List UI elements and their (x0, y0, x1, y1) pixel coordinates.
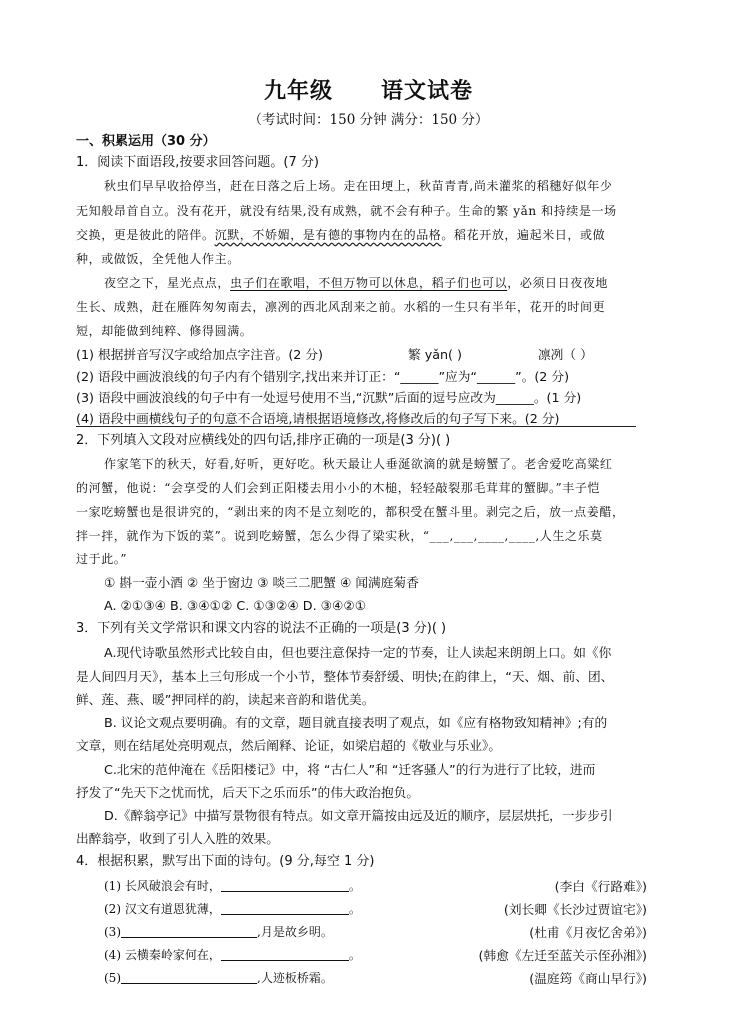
q3-option-a-cont: 鲜、莲、燕、暖”押同样的韵，读起来音韵和谐优美。 (76, 692, 375, 707)
q1-sub1 (76, 345, 666, 365)
section-heading: 一、积累运用（30 分） (76, 134, 216, 149)
poem-suffix: 。 (348, 948, 361, 962)
fill-blank[interactable] (221, 946, 349, 961)
underlined-sentence: 虫子们在歌唱，不但万物可以休息，稻子们也可以 (230, 276, 508, 290)
poem-suffix: 。 (348, 902, 361, 916)
grade-title: 九年级 (263, 79, 333, 104)
exam-title (0, 74, 737, 105)
pinyin-blank: 繁 yǎn( ) (408, 347, 462, 362)
q4-stem: 4．根据积累，默写出下面的诗句。(9 分,每空 1 分) (76, 854, 375, 869)
q1-para-line: 生长、成熟，赶在雁阵匆匆南去，凛冽的西北风刮来之前。水稻的一生只有半年，花开的时间更 (76, 300, 606, 314)
poem-source: (刘长卿《长沙过贾谊宅》) (503, 902, 647, 917)
fill-blank[interactable] (221, 877, 349, 892)
q1-text: ，必须日日夜夜地 (507, 276, 609, 290)
q1-para-line (104, 273, 694, 293)
q1-text: 交换，更是彼此的陪伴。 (76, 228, 215, 242)
poem-suffix: ,人迹板桥霜。 (257, 971, 333, 985)
poem-suffix: ,月是故乡明。 (257, 925, 333, 939)
q1-text: 夜空之下，星光点点， (104, 276, 231, 290)
poem-source: (韩愈《左迁至蓝关示侄孙湘》) (478, 948, 647, 963)
q3-option-b: B. 议论文观点要明确。有的文章，题目就直接表明了观点，如《应有格物致知精神》;有的 (104, 715, 608, 730)
q2-stem: 2．下列填入文段对应横线处的四句话,排序正确的一项是(3 分)( ) (76, 433, 451, 448)
q3-option-a: A.现代诗歌虽然形式比较自由，但也要注意保持一定的节奏，让人读起来朗朗上口。如《你 (104, 645, 612, 660)
q3-stem: 3．下列有关文学常识和课文内容的说法不正确的一项是(3 分)( ) (76, 621, 447, 636)
q3-option-d: D.《醉翁亭记》中描写景物很有特点。如文章开篇按由远及近的顺序，层层烘托，一步步引 (104, 808, 613, 823)
q3-option-c-cont: 抒发了“先天下之忧而忧，后天下之乐而乐”的伟大政治抱负。 (76, 785, 420, 800)
poem-line (104, 900, 361, 917)
q1-para-line: 无知般昂首自立。没有花开，就没有结果,没有成熟，就不会有种子。生命的繁 yǎn 和持续是一场 (76, 204, 617, 218)
q2-para-line: 作家笔下的秋天，好看,好听，更好吃。秋天最让人垂涎欲滴的就是螃蟹了。老舍爱吃高粱红 (104, 457, 613, 471)
q2-para-line: 拌一拌，就作为下饭的菜”。说到吃螃蟹，怎么少得了梁实秋，“___,___,____,____,人生之乐莫 (76, 529, 603, 543)
fill-blank[interactable] (121, 969, 257, 984)
q3-option-a-cont: 是人间四月天》，基本上三句形成一个小节，整体节奏舒缓、明快;在韵律上，“天、烟、前、团、 (76, 669, 614, 684)
q1-sub4: (4) 语段中画横线句子的句意不合语境,请根据语境修改,将修改后的句子写下来。(2 分) (76, 411, 560, 426)
q1-text: 。稻花开放，遍起米日，或做 (441, 228, 606, 242)
q1-para-line: 种，或做饭，全凭他人作主。 (76, 252, 240, 266)
q3-option-b-cont: 文章，则在结尾处亮明观点，然后阐释、论证，如梁启超的《敬业与乐业》。 (76, 738, 502, 753)
poem-source: (李白《行路难》) (554, 879, 647, 894)
exam-subtitle: （考试时间：150 分钟 满分：150 分） (248, 112, 489, 128)
poem-prefix: (4) 云横秦岭家何在， (104, 948, 221, 962)
poem-suffix: 。 (348, 879, 361, 893)
wavy-sentence: 沉默，不娇媚，是有德的事物内在的品格 (214, 228, 442, 242)
q2-para-line: 一家吃螃蟹也是很讲究的，“剥出来的肉不是立刻吃的，都积受在蟹斗里。剥完之后，放一点姜醋， (76, 505, 625, 519)
q2-options: A. ②①③④ B. ③④①② C. ①③②④ D. ③④②① (104, 598, 367, 613)
q1-stem: 1．阅读下面语段,按要求回答问题。(7 分) (76, 155, 319, 170)
q1-sub3: (3) 语段中画波浪线的句子中有一处逗号使用不当,“沉默”后面的逗号应改为______。(1 分) (76, 390, 582, 405)
poem-line (104, 946, 361, 963)
poem-prefix: (2) 汉文有道恩犹薄， (104, 902, 221, 916)
poem-source: (杜甫《月夜忆舍弟》) (529, 925, 647, 940)
poem-source: (温庭筠《商山早行》) (529, 971, 647, 986)
q2-para-line: 过于此。” (76, 552, 128, 566)
poem-prefix: (3) (104, 925, 121, 939)
phonetic-blank: 凛冽（ ） (538, 347, 593, 362)
poem-line (104, 969, 333, 986)
q1-para-line: 短，却能做到纯粹、修得圆满。 (76, 324, 253, 338)
q1-sub1-text: (1) 根据拼音写汉字或给加点字注音。(2 分) (76, 347, 324, 362)
subject-title: 语文试卷 (381, 79, 474, 104)
q2-para-line: 的河蟹，他说：“会享受的人们会到正阳楼去用小小的木槌，轻轻敲裂那毛茸茸的蟹脚。”丰子恺 (76, 481, 601, 495)
poem-prefix: (1) 长风破浪会有时， (104, 879, 221, 893)
q2-items: ① 斟一壶小酒 ② 坐于窗边 ③ 啖三二肥蟹 ④ 闻满庭菊香 (104, 575, 419, 590)
poem-line (104, 877, 361, 894)
fill-blank[interactable] (221, 900, 349, 915)
q1-para-line: 秋虫们早早收拾停当，赶在日落之后上场。走在田埂上，秋苗青青,尚未灌浆的稻穗好似年少 (104, 179, 613, 193)
q3-option-d-cont: 出醉翁亭，收到了引人入胜的效果。 (76, 831, 279, 846)
answer-line (76, 426, 636, 427)
q1-para-line (76, 225, 666, 245)
q1-sub2: (2) 语段中画波浪线的句子内有个错别字,找出来并订正：“______”应为“______”。(2 分) (76, 369, 570, 384)
q3-option-c: C.北宋的范仲淹在《岳阳楼记》中，将 “古仁人”和 “迁客骚人”的行为进行了比较，进而 (104, 762, 596, 777)
poem-prefix: (5) (104, 971, 121, 985)
poem-line (104, 923, 333, 940)
fill-blank[interactable] (121, 923, 257, 938)
